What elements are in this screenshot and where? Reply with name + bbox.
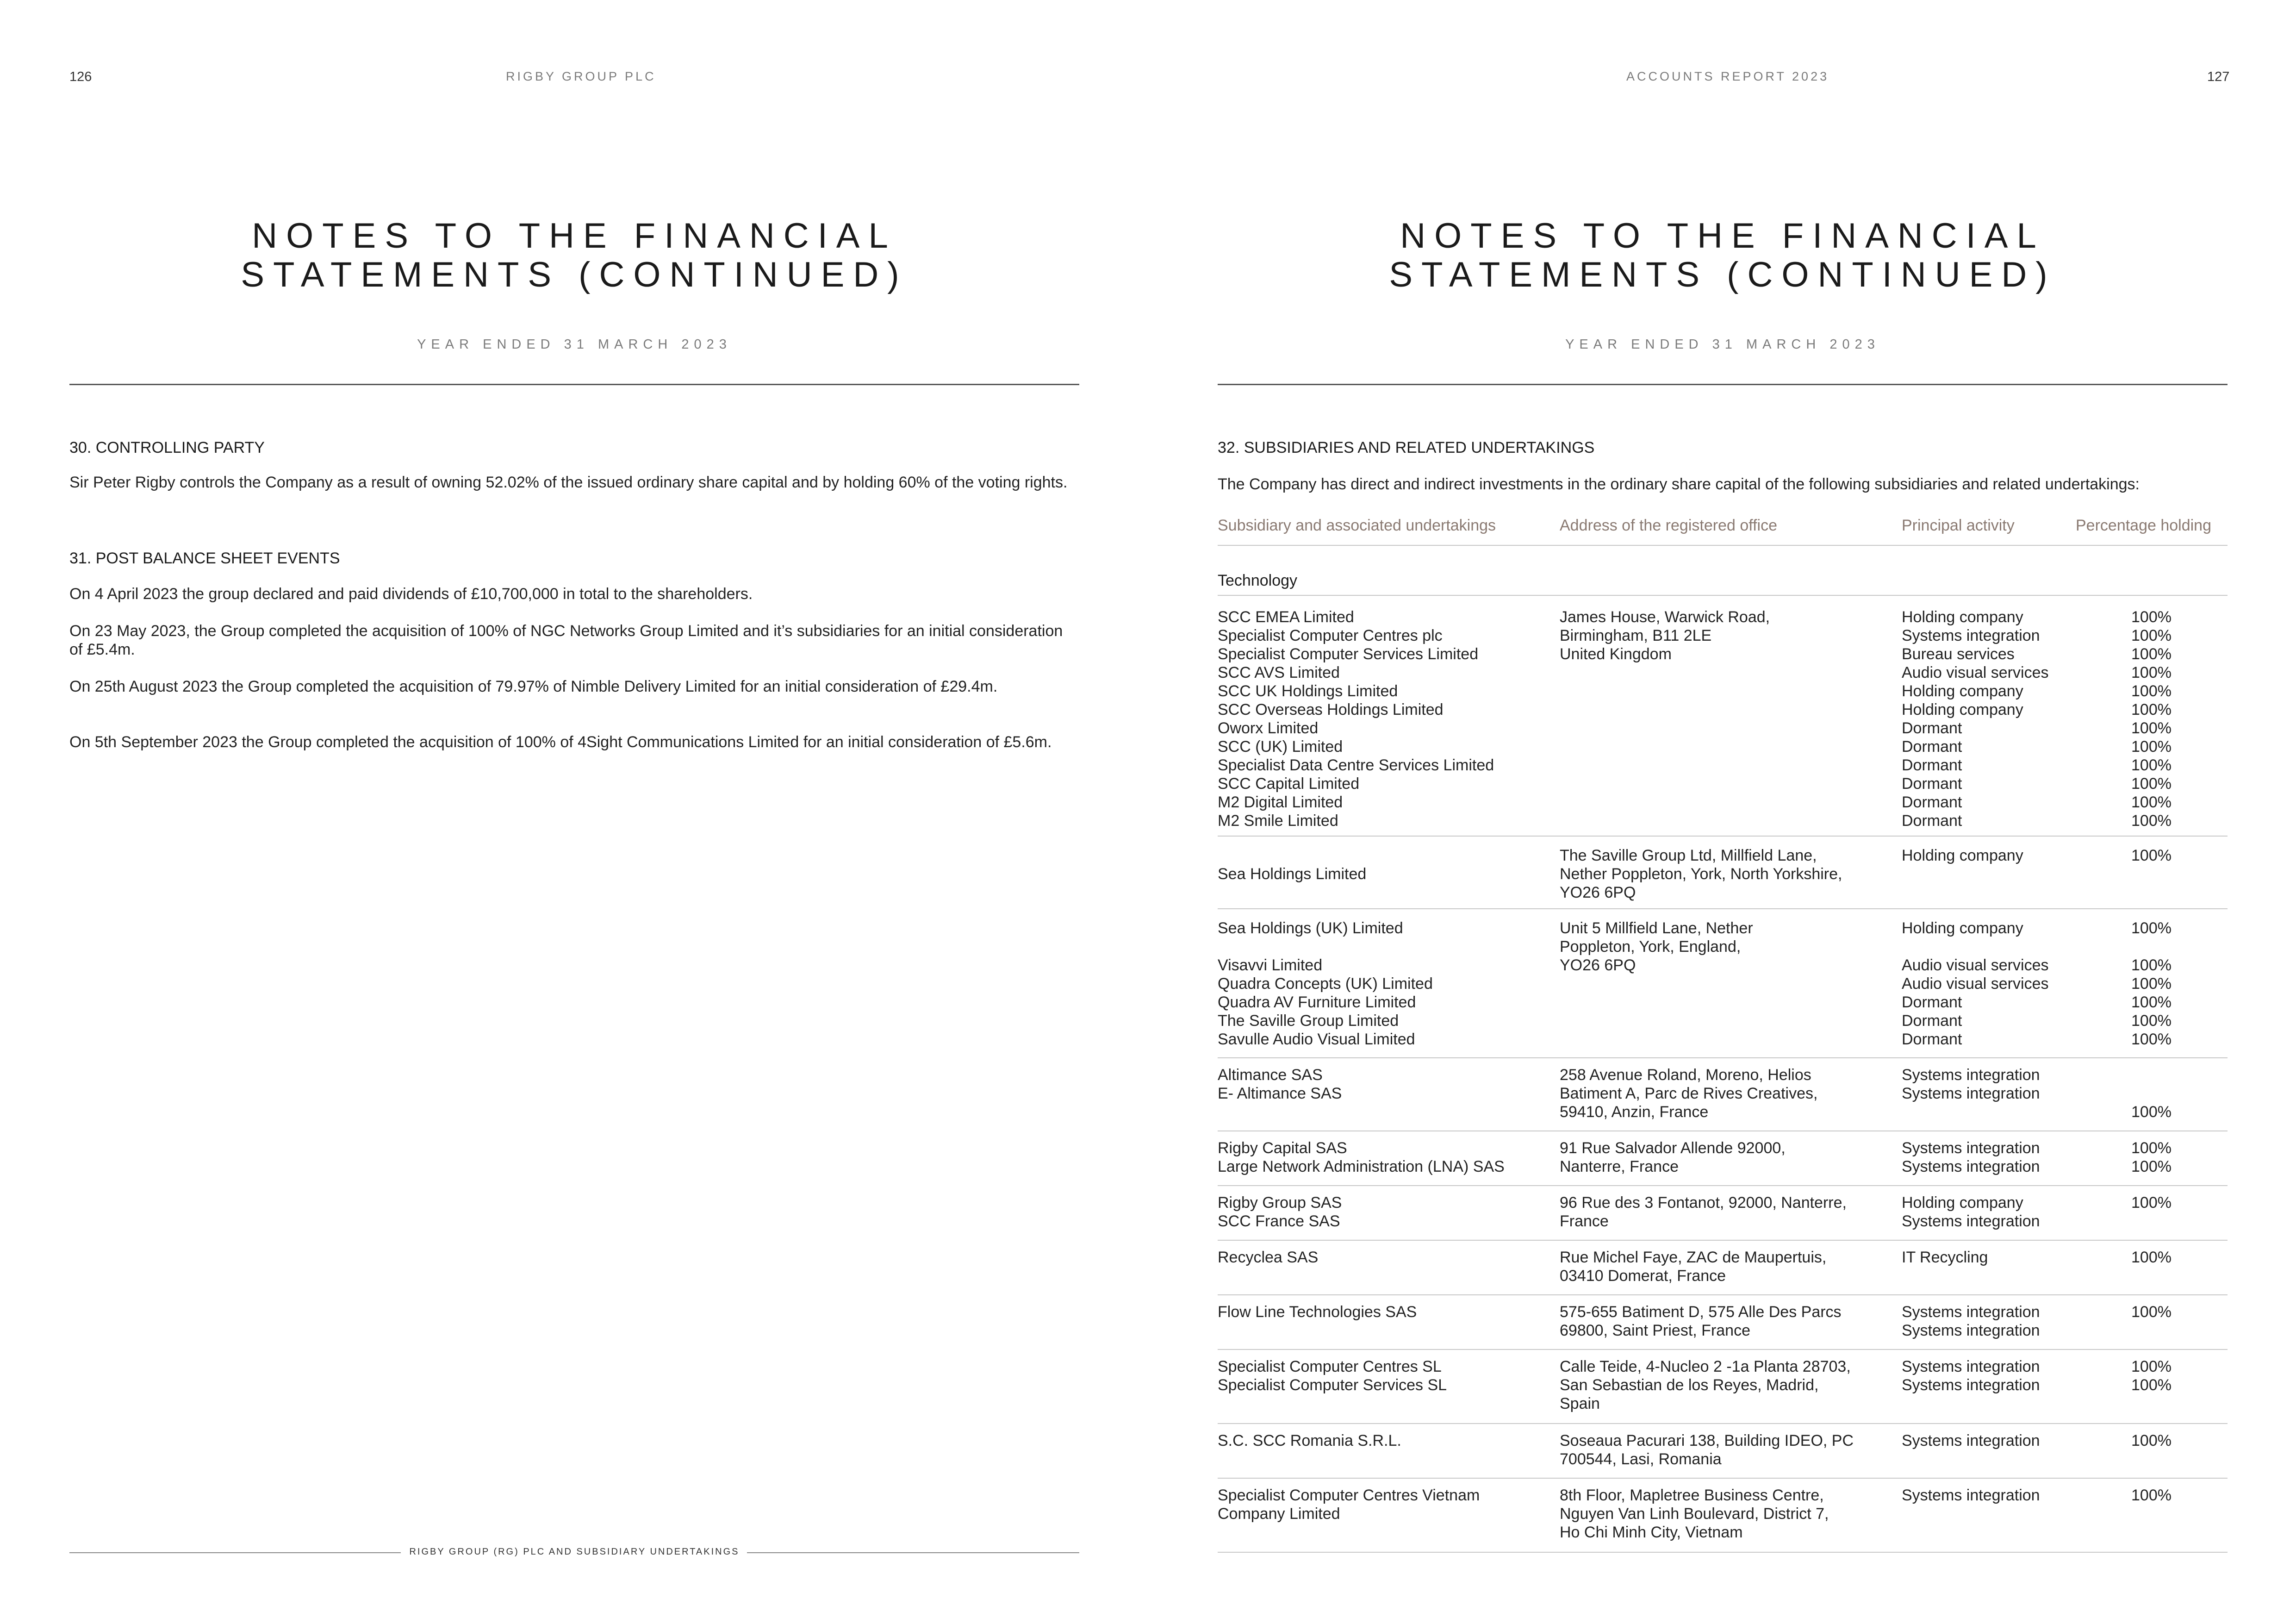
registered-address: Ho Chi Minh City, Vietnam xyxy=(1560,1524,1743,1541)
page-number: 126 xyxy=(69,69,92,84)
principal-activity: Bureau services xyxy=(1902,645,2015,663)
registered-address: United Kingdom xyxy=(1560,645,1672,663)
table-category-label: Technology xyxy=(1218,572,1298,589)
percentage-holding: 100% xyxy=(2131,975,2172,993)
percentage-holding: 100% xyxy=(2131,1249,2172,1266)
subsidiary-name: Recyclea SAS xyxy=(1218,1249,1319,1266)
section-31-heading: 31. POST BALANCE SHEET EVENTS xyxy=(69,550,340,567)
principal-activity: Audio visual services xyxy=(1902,664,2049,681)
title-line-2: STATEMENTS (CONTINUED) xyxy=(241,255,908,294)
percentage-holding: 100% xyxy=(2131,1139,2172,1157)
principal-activity: Audio visual services xyxy=(1902,956,2049,974)
subsidiary-name: Quadra Concepts (UK) Limited xyxy=(1218,975,1433,993)
principal-activity: Dormant xyxy=(1902,756,1962,774)
subsidiary-name: Specialist Computer Services SL xyxy=(1218,1376,1447,1394)
page-subtitle: YEAR ENDED 31 MARCH 2023 xyxy=(1565,337,1880,352)
section-30-heading: 30. CONTROLLING PARTY xyxy=(69,439,265,456)
registered-address: Rue Michel Faye, ZAC de Maupertuis, xyxy=(1560,1249,1827,1266)
principal-activity: Holding company xyxy=(1902,1194,2023,1212)
principal-activity: Systems integration xyxy=(1902,1303,2040,1321)
registered-address: 59410, Anzin, France xyxy=(1560,1103,1709,1121)
principal-activity: Audio visual services xyxy=(1902,975,2049,993)
section-31-paragraph: On 4 April 2023 the group declared and paid dividends of £10,700,000 in total to the shareholders. xyxy=(69,585,753,603)
registered-address: Poppleton, York, England, xyxy=(1560,938,1741,956)
principal-activity: Systems integration xyxy=(1902,1322,2040,1339)
subsidiary-name: SCC (UK) Limited xyxy=(1218,738,1343,756)
percentage-holding: 100% xyxy=(2131,701,2172,718)
header-divider xyxy=(1218,384,2228,385)
percentage-holding: 100% xyxy=(2131,682,2172,700)
subsidiary-name: Specialist Computer Centres plc xyxy=(1218,627,1443,644)
percentage-holding: 100% xyxy=(2131,1376,2172,1394)
subsidiary-name: SCC AVS Limited xyxy=(1218,664,1340,681)
section-31-paragraph: On 25th August 2023 the Group completed the acquisition of 79.97% of Nimble Delivery Limited for an initial consideration of £29.4m. xyxy=(69,678,998,695)
running-header: RIGBY GROUP PLC xyxy=(506,69,656,83)
section-31-paragraph: On 23 May 2023, the Group completed the acquisition of 100% of NGC Networks Group Limited and it’s subsidiaries for an initial consideration of £5.4m. xyxy=(69,622,1063,658)
percentage-holding: 100% xyxy=(2131,738,2172,756)
page-subtitle: YEAR ENDED 31 MARCH 2023 xyxy=(417,337,732,352)
section-32-intro: The Company has direct and indirect investments in the ordinary share capital of the following subsidiaries and related undertakings: xyxy=(1218,475,2140,493)
principal-activity: Systems integration xyxy=(1902,1212,2040,1230)
subsidiary-name: Rigby Group SAS xyxy=(1218,1194,1342,1212)
principal-activity: Holding company xyxy=(1902,608,2023,626)
principal-activity: Systems integration xyxy=(1902,627,2040,644)
principal-activity: Dormant xyxy=(1902,1012,1962,1030)
percentage-holding: 100% xyxy=(2131,919,2172,937)
registered-address: 69800, Saint Priest, France xyxy=(1560,1322,1751,1339)
registered-address: YO26 6PQ xyxy=(1560,956,1636,974)
subsidiary-name: Rigby Capital SAS xyxy=(1218,1139,1347,1157)
subsidiary-name: E- Altimance SAS xyxy=(1218,1085,1342,1102)
subsidiary-name: Sea Holdings Limited xyxy=(1218,865,1367,883)
percentage-holding: 100% xyxy=(2131,993,2172,1011)
table-row-divider xyxy=(1218,1185,2228,1186)
percentage-holding: 100% xyxy=(2131,812,2172,830)
principal-activity: IT Recycling xyxy=(1902,1249,1988,1266)
principal-activity: Systems integration xyxy=(1902,1376,2040,1394)
subsidiary-name: Oworx Limited xyxy=(1218,719,1319,737)
registered-address: Birmingham, B11 2LE xyxy=(1560,627,1712,644)
subsidiary-name: Company Limited xyxy=(1218,1505,1340,1523)
principal-activity: Systems integration xyxy=(1902,1158,2040,1175)
percentage-holding: 100% xyxy=(2131,956,2172,974)
percentage-holding: 100% xyxy=(2131,627,2172,644)
registered-address: Nanterre, France xyxy=(1560,1158,1679,1175)
subsidiary-name: M2 Digital Limited xyxy=(1218,793,1343,811)
subsidiary-name: Savulle Audio Visual Limited xyxy=(1218,1031,1415,1048)
subsidiary-name: SCC UK Holdings Limited xyxy=(1218,682,1398,700)
registered-address: Soseaua Pacurari 138, Building IDEO, PC xyxy=(1560,1432,1854,1449)
column-header-activity: Principal activity xyxy=(1902,517,2015,534)
registered-address: France xyxy=(1560,1212,1609,1230)
registered-address: Batiment A, Parc de Rives Creatives, xyxy=(1560,1085,1818,1102)
percentage-holding: 100% xyxy=(2131,1303,2172,1321)
subsidiary-name: Visavvi Limited xyxy=(1218,956,1323,974)
table-row-divider xyxy=(1218,1552,2228,1553)
principal-activity: Dormant xyxy=(1902,793,1962,811)
subsidiary-name: S.C. SCC Romania S.R.L. xyxy=(1218,1432,1401,1449)
registered-address: YO26 6PQ xyxy=(1560,884,1636,901)
table-row-divider xyxy=(1218,1478,2228,1479)
principal-activity: Dormant xyxy=(1902,738,1962,756)
percentage-holding: 100% xyxy=(2131,645,2172,663)
footer-rule-right xyxy=(747,1552,1079,1553)
table-row-divider xyxy=(1218,1294,2228,1295)
principal-activity: Systems integration xyxy=(1902,1085,2040,1102)
section-31-paragraph: On 5th September 2023 the Group completed the acquisition of 100% of 4Sight Communications Limited for an initial consideration of £5.6m. xyxy=(69,733,1052,751)
percentage-holding: 100% xyxy=(2131,1103,2172,1121)
title-line-1: NOTES TO THE FINANCIAL xyxy=(1400,216,2045,256)
principal-activity: Systems integration xyxy=(1902,1432,2040,1449)
table-row-divider xyxy=(1218,1240,2228,1241)
right-page xyxy=(1148,0,2296,1624)
registered-address: San Sebastian de los Reyes, Madrid, xyxy=(1560,1376,1819,1394)
registered-address: 91 Rue Salvador Allende 92000, xyxy=(1560,1139,1786,1157)
table-row-divider xyxy=(1218,1423,2228,1424)
percentage-holding: 100% xyxy=(2131,664,2172,681)
subsidiary-name: Specialist Computer Services Limited xyxy=(1218,645,1479,663)
subsidiary-name: Specialist Computer Centres SL xyxy=(1218,1358,1442,1375)
percentage-holding: 100% xyxy=(2131,1194,2172,1212)
table-header-divider xyxy=(1218,545,2228,546)
subsidiary-name: The Saville Group Limited xyxy=(1218,1012,1399,1030)
principal-activity: Holding company xyxy=(1902,682,2023,700)
subsidiary-name: Specialist Computer Centres Vietnam xyxy=(1218,1487,1480,1504)
registered-address: The Saville Group Ltd, Millfield Lane, xyxy=(1560,847,1817,864)
principal-activity: Holding company xyxy=(1902,919,2023,937)
registered-address: Spain xyxy=(1560,1395,1600,1412)
principal-activity: Systems integration xyxy=(1902,1487,2040,1504)
percentage-holding: 100% xyxy=(2131,1358,2172,1375)
registered-address: Unit 5 Millfield Lane, Nether xyxy=(1560,919,1753,937)
title-line-2: STATEMENTS (CONTINUED) xyxy=(1389,255,2056,294)
running-header: ACCOUNTS REPORT 2023 xyxy=(1626,69,1829,83)
page-footer: RIGBY GROUP (RG) PLC AND SUBSIDIARY UNDERTAKINGS xyxy=(409,1547,740,1557)
registered-address: 258 Avenue Roland, Moreno, Helios xyxy=(1560,1066,1811,1084)
subsidiary-name: Large Network Administration (LNA) SAS xyxy=(1218,1158,1505,1175)
subsidiary-name: Specialist Data Centre Services Limited xyxy=(1218,756,1494,774)
percentage-holding: 100% xyxy=(2131,719,2172,737)
registered-address: Nether Poppleton, York, North Yorkshire, xyxy=(1560,865,1842,883)
subsidiary-name: Sea Holdings (UK) Limited xyxy=(1218,919,1403,937)
column-header-holding: Percentage holding xyxy=(2076,517,2212,534)
registered-address: 575-655 Batiment D, 575 Alle Des Parcs xyxy=(1560,1303,1842,1321)
registered-address: 96 Rue des 3 Fontanot, 92000, Nanterre, xyxy=(1560,1194,1847,1212)
percentage-holding: 100% xyxy=(2131,847,2172,864)
subsidiary-name: SCC Capital Limited xyxy=(1218,775,1360,793)
table-row-divider xyxy=(1218,836,2228,837)
page-title xyxy=(1218,217,2228,294)
principal-activity: Holding company xyxy=(1902,847,2023,864)
registered-address: 03410 Domerat, France xyxy=(1560,1267,1726,1285)
column-header-subsidiary: Subsidiary and associated undertakings xyxy=(1218,517,1496,534)
principal-activity: Systems integration xyxy=(1902,1358,2040,1375)
section-30-text: Sir Peter Rigby controls the Company as a result of owning 52.02% of the issued ordinary share capital and by holding 60% of the voting rights. xyxy=(69,474,1068,491)
subsidiary-name: SCC EMEA Limited xyxy=(1218,608,1354,626)
subsidiary-name: Flow Line Technologies SAS xyxy=(1218,1303,1417,1321)
header-divider xyxy=(69,384,1079,385)
page-number: 127 xyxy=(2207,69,2230,84)
principal-activity: Dormant xyxy=(1902,775,1962,793)
principal-activity: Dormant xyxy=(1902,812,1962,830)
percentage-holding: 100% xyxy=(2131,1432,2172,1449)
subsidiary-name: SCC France SAS xyxy=(1218,1212,1340,1230)
percentage-holding: 100% xyxy=(2131,1487,2172,1504)
percentage-holding: 100% xyxy=(2131,608,2172,626)
principal-activity: Systems integration xyxy=(1902,1066,2040,1084)
principal-activity: Dormant xyxy=(1902,719,1962,737)
percentage-holding: 100% xyxy=(2131,1012,2172,1030)
registered-address: Nguyen Van Linh Boulevard, District 7, xyxy=(1560,1505,1829,1523)
registered-address: 8th Floor, Mapletree Business Centre, xyxy=(1560,1487,1824,1504)
title-line-1: NOTES TO THE FINANCIAL xyxy=(252,216,897,256)
percentage-holding: 100% xyxy=(2131,775,2172,793)
subsidiary-name: Altimance SAS xyxy=(1218,1066,1323,1084)
percentage-holding: 100% xyxy=(2131,1031,2172,1048)
subsidiary-name: SCC Overseas Holdings Limited xyxy=(1218,701,1444,718)
percentage-holding: 100% xyxy=(2131,793,2172,811)
percentage-holding: 100% xyxy=(2131,1158,2172,1175)
principal-activity: Dormant xyxy=(1902,1031,1962,1048)
table-row-divider xyxy=(1218,1349,2228,1350)
registered-address: James House, Warwick Road, xyxy=(1560,608,1770,626)
principal-activity: Systems integration xyxy=(1902,1139,2040,1157)
section-32-heading: 32. SUBSIDIARIES AND RELATED UNDERTAKINGS xyxy=(1218,439,1595,456)
registered-address: 700544, Lasi, Romania xyxy=(1560,1450,1722,1468)
registered-address: Calle Teide, 4-Nucleo 2 -1a Planta 28703, xyxy=(1560,1358,1851,1375)
principal-activity: Holding company xyxy=(1902,701,2023,718)
page-title xyxy=(69,217,1079,294)
principal-activity: Dormant xyxy=(1902,993,1962,1011)
table-category-divider xyxy=(1218,595,2228,596)
subsidiary-name: M2 Smile Limited xyxy=(1218,812,1338,830)
table-row-divider xyxy=(1218,908,2228,909)
percentage-holding: 100% xyxy=(2131,756,2172,774)
subsidiary-name: Quadra AV Furniture Limited xyxy=(1218,993,1416,1011)
table-row-divider xyxy=(1218,1057,2228,1058)
column-header-address: Address of the registered office xyxy=(1560,517,1777,534)
